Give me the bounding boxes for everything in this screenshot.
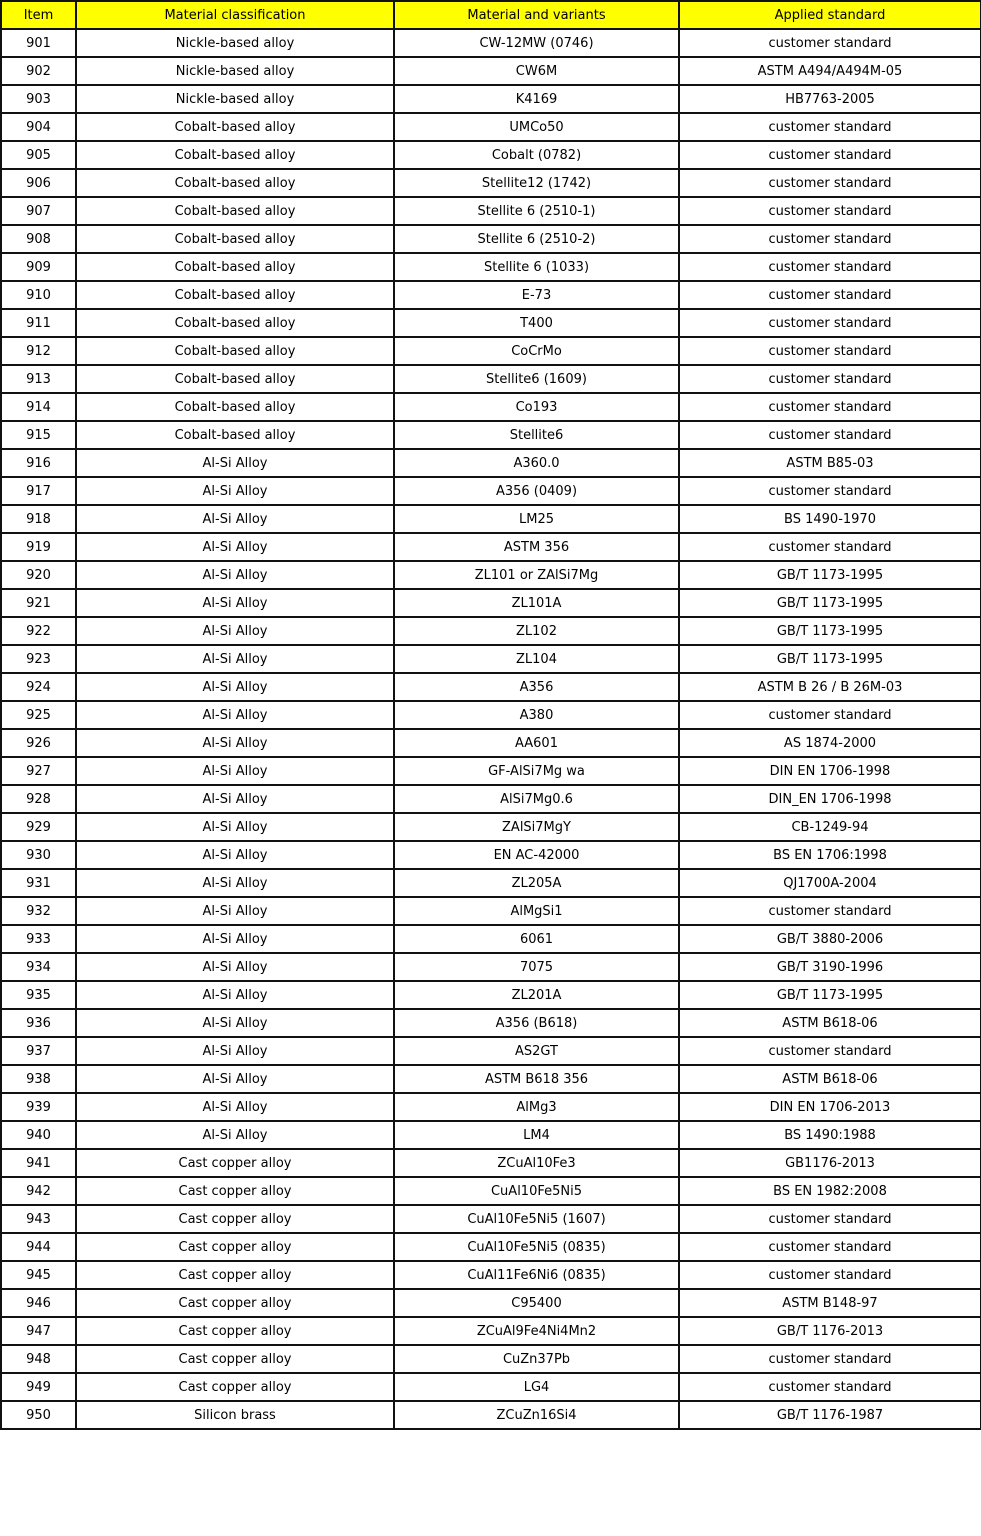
classification-cell: Al-Si Alloy xyxy=(76,953,394,981)
material-cell: CuAl10Fe5Ni5 (0835) xyxy=(394,1233,679,1261)
standard-cell: customer standard xyxy=(679,253,981,281)
standard-cell: BS EN 1982:2008 xyxy=(679,1177,981,1205)
standard-cell: AS 1874-2000 xyxy=(679,729,981,757)
table-row xyxy=(1,645,981,673)
item-cell: 924 xyxy=(1,673,76,701)
item-cell: 925 xyxy=(1,701,76,729)
table-row xyxy=(1,533,981,561)
table-row xyxy=(1,1205,981,1233)
table-row xyxy=(1,85,981,113)
classification-cell: Cobalt-based alloy xyxy=(76,169,394,197)
classification-cell: Cobalt-based alloy xyxy=(76,281,394,309)
item-cell: 949 xyxy=(1,1373,76,1401)
material-cell: Cobalt (0782) xyxy=(394,141,679,169)
table-row xyxy=(1,1037,981,1065)
item-cell: 944 xyxy=(1,1233,76,1261)
classification-cell: Al-Si Alloy xyxy=(76,897,394,925)
table-row xyxy=(1,1373,981,1401)
standard-cell: customer standard xyxy=(679,1345,981,1373)
table-row xyxy=(1,1149,981,1177)
item-cell: 914 xyxy=(1,393,76,421)
standard-cell: BS 1490:1988 xyxy=(679,1121,981,1149)
material-cell: Stellite6 (1609) xyxy=(394,365,679,393)
classification-cell: Al-Si Alloy xyxy=(76,729,394,757)
item-cell: 902 xyxy=(1,57,76,85)
table-row xyxy=(1,1345,981,1373)
material-cell: ZL104 xyxy=(394,645,679,673)
table-row xyxy=(1,225,981,253)
item-cell: 926 xyxy=(1,729,76,757)
table-row xyxy=(1,1233,981,1261)
standard-cell: customer standard xyxy=(679,1373,981,1401)
classification-cell: Al-Si Alloy xyxy=(76,757,394,785)
item-cell: 943 xyxy=(1,1205,76,1233)
classification-cell: Al-Si Alloy xyxy=(76,645,394,673)
classification-cell: Al-Si Alloy xyxy=(76,841,394,869)
item-cell: 927 xyxy=(1,757,76,785)
standard-cell: customer standard xyxy=(679,1205,981,1233)
material-cell: AS2GT xyxy=(394,1037,679,1065)
standard-cell: ASTM B 26 / B 26M-03 xyxy=(679,673,981,701)
table-row xyxy=(1,29,981,57)
classification-cell: Nickle-based alloy xyxy=(76,85,394,113)
material-cell: LM25 xyxy=(394,505,679,533)
material-cell: ZCuZn16Si4 xyxy=(394,1401,679,1429)
item-cell: 931 xyxy=(1,869,76,897)
item-cell: 919 xyxy=(1,533,76,561)
item-cell: 912 xyxy=(1,337,76,365)
standard-cell: GB/T 1173-1995 xyxy=(679,617,981,645)
standard-cell: customer standard xyxy=(679,113,981,141)
standard-cell: customer standard xyxy=(679,337,981,365)
material-cell: Stellite 6 (2510-1) xyxy=(394,197,679,225)
standard-cell: customer standard xyxy=(679,225,981,253)
classification-cell: Cobalt-based alloy xyxy=(76,141,394,169)
classification-cell: Al-Si Alloy xyxy=(76,1121,394,1149)
material-cell: CoCrMo xyxy=(394,337,679,365)
standard-cell: QJ1700A-2004 xyxy=(679,869,981,897)
table-row xyxy=(1,841,981,869)
material-cell: 6061 xyxy=(394,925,679,953)
material-cell: GF-AlSi7Mg wa xyxy=(394,757,679,785)
item-cell: 918 xyxy=(1,505,76,533)
classification-cell: Al-Si Alloy xyxy=(76,813,394,841)
classification-cell: Cast copper alloy xyxy=(76,1177,394,1205)
table-row xyxy=(1,1009,981,1037)
table-row xyxy=(1,897,981,925)
table-row xyxy=(1,505,981,533)
classification-cell: Cobalt-based alloy xyxy=(76,421,394,449)
table-row xyxy=(1,309,981,337)
classification-cell: Cast copper alloy xyxy=(76,1261,394,1289)
item-cell: 915 xyxy=(1,421,76,449)
item-cell: 922 xyxy=(1,617,76,645)
classification-cell: Al-Si Alloy xyxy=(76,617,394,645)
classification-cell: Al-Si Alloy xyxy=(76,785,394,813)
standard-cell: GB/T 3880-2006 xyxy=(679,925,981,953)
item-cell: 948 xyxy=(1,1345,76,1373)
table-row xyxy=(1,477,981,505)
table-row xyxy=(1,1401,981,1429)
classification-cell: Cast copper alloy xyxy=(76,1233,394,1261)
standard-cell: GB/T 1176-1987 xyxy=(679,1401,981,1429)
item-cell: 903 xyxy=(1,85,76,113)
classification-cell: Al-Si Alloy xyxy=(76,505,394,533)
item-cell: 937 xyxy=(1,1037,76,1065)
material-cell: AlSi7Mg0.6 xyxy=(394,785,679,813)
material-cell: Stellite 6 (2510-2) xyxy=(394,225,679,253)
material-cell: CuAl11Fe6Ni6 (0835) xyxy=(394,1261,679,1289)
standard-cell: BS EN 1706:1998 xyxy=(679,841,981,869)
standard-cell: DIN EN 1706-2013 xyxy=(679,1093,981,1121)
classification-cell: Cobalt-based alloy xyxy=(76,393,394,421)
classification-cell: Cobalt-based alloy xyxy=(76,197,394,225)
table-row xyxy=(1,729,981,757)
standard-cell: ASTM A494/A494M-05 xyxy=(679,57,981,85)
material-cell: ZL201A xyxy=(394,981,679,1009)
column-header-item: Item xyxy=(1,1,76,29)
classification-cell: Al-Si Alloy xyxy=(76,925,394,953)
item-cell: 908 xyxy=(1,225,76,253)
table-row xyxy=(1,1317,981,1345)
item-cell: 940 xyxy=(1,1121,76,1149)
material-cell: AA601 xyxy=(394,729,679,757)
item-cell: 913 xyxy=(1,365,76,393)
standard-cell: customer standard xyxy=(679,897,981,925)
classification-cell: Silicon brass xyxy=(76,1401,394,1429)
classification-cell: Cast copper alloy xyxy=(76,1373,394,1401)
item-cell: 923 xyxy=(1,645,76,673)
material-cell: ZL101A xyxy=(394,589,679,617)
classification-cell: Nickle-based alloy xyxy=(76,29,394,57)
standard-cell: ASTM B618-06 xyxy=(679,1009,981,1037)
classification-cell: Cobalt-based alloy xyxy=(76,309,394,337)
item-cell: 928 xyxy=(1,785,76,813)
table-row xyxy=(1,449,981,477)
classification-cell: Cast copper alloy xyxy=(76,1345,394,1373)
standard-cell: ASTM B148-97 xyxy=(679,1289,981,1317)
material-cell: Co193 xyxy=(394,393,679,421)
classification-cell: Al-Si Alloy xyxy=(76,981,394,1009)
material-cell: CW6M xyxy=(394,57,679,85)
standard-cell: customer standard xyxy=(679,141,981,169)
table-row xyxy=(1,393,981,421)
standard-cell: DIN_EN 1706-1998 xyxy=(679,785,981,813)
classification-cell: Nickle-based alloy xyxy=(76,57,394,85)
standard-cell: ASTM B618-06 xyxy=(679,1065,981,1093)
standard-cell: ASTM B85-03 xyxy=(679,449,981,477)
item-cell: 942 xyxy=(1,1177,76,1205)
classification-cell: Al-Si Alloy xyxy=(76,869,394,897)
classification-cell: Al-Si Alloy xyxy=(76,1037,394,1065)
standard-cell: GB/T 1176-2013 xyxy=(679,1317,981,1345)
column-header-standard: Applied standard xyxy=(679,1,981,29)
table-row xyxy=(1,57,981,85)
classification-cell: Cobalt-based alloy xyxy=(76,253,394,281)
table-row xyxy=(1,1093,981,1121)
standard-cell: customer standard xyxy=(679,169,981,197)
standard-cell: customer standard xyxy=(679,365,981,393)
material-cell: 7075 xyxy=(394,953,679,981)
table-row xyxy=(1,253,981,281)
standard-cell: customer standard xyxy=(679,1261,981,1289)
item-cell: 933 xyxy=(1,925,76,953)
table-row xyxy=(1,869,981,897)
table-row xyxy=(1,113,981,141)
table-row xyxy=(1,953,981,981)
material-cell: ZAlSi7MgY xyxy=(394,813,679,841)
material-cell: AlMg3 xyxy=(394,1093,679,1121)
material-cell: K4169 xyxy=(394,85,679,113)
standard-cell: customer standard xyxy=(679,1233,981,1261)
item-cell: 934 xyxy=(1,953,76,981)
material-cell: T400 xyxy=(394,309,679,337)
classification-cell: Al-Si Alloy xyxy=(76,589,394,617)
item-cell: 939 xyxy=(1,1093,76,1121)
material-cell: LM4 xyxy=(394,1121,679,1149)
table-row xyxy=(1,981,981,1009)
table-row xyxy=(1,197,981,225)
material-cell: A360.0 xyxy=(394,449,679,477)
table-row xyxy=(1,925,981,953)
material-cell: Stellite6 xyxy=(394,421,679,449)
item-cell: 911 xyxy=(1,309,76,337)
material-cell: ZCuAl10Fe3 xyxy=(394,1149,679,1177)
table-row xyxy=(1,1065,981,1093)
material-cell: E-73 xyxy=(394,281,679,309)
material-cell: CuZn37Pb xyxy=(394,1345,679,1373)
material-cell: CuAl10Fe5Ni5 xyxy=(394,1177,679,1205)
material-cell: ZL102 xyxy=(394,617,679,645)
classification-cell: Al-Si Alloy xyxy=(76,701,394,729)
item-cell: 946 xyxy=(1,1289,76,1317)
classification-cell: Cobalt-based alloy xyxy=(76,225,394,253)
material-cell: ASTM 356 xyxy=(394,533,679,561)
material-cell: ZL101 or ZAlSi7Mg xyxy=(394,561,679,589)
standard-cell: GB/T 1173-1995 xyxy=(679,645,981,673)
header-row xyxy=(1,1,981,29)
standard-cell: customer standard xyxy=(679,197,981,225)
item-cell: 909 xyxy=(1,253,76,281)
standard-cell: GB/T 1173-1995 xyxy=(679,589,981,617)
item-cell: 906 xyxy=(1,169,76,197)
item-cell: 904 xyxy=(1,113,76,141)
table-row xyxy=(1,561,981,589)
table-row xyxy=(1,1261,981,1289)
standard-cell: GB/T 1173-1995 xyxy=(679,561,981,589)
table-row xyxy=(1,617,981,645)
item-cell: 916 xyxy=(1,449,76,477)
standard-cell: customer standard xyxy=(679,701,981,729)
item-cell: 947 xyxy=(1,1317,76,1345)
item-cell: 930 xyxy=(1,841,76,869)
classification-cell: Al-Si Alloy xyxy=(76,533,394,561)
item-cell: 945 xyxy=(1,1261,76,1289)
table-row xyxy=(1,1289,981,1317)
table-body xyxy=(1,29,981,1429)
table-row xyxy=(1,337,981,365)
item-cell: 941 xyxy=(1,1149,76,1177)
standard-cell: customer standard xyxy=(679,29,981,57)
item-cell: 950 xyxy=(1,1401,76,1429)
material-cell: CuAl10Fe5Ni5 (1607) xyxy=(394,1205,679,1233)
item-cell: 935 xyxy=(1,981,76,1009)
item-cell: 936 xyxy=(1,1009,76,1037)
table-row xyxy=(1,813,981,841)
item-cell: 901 xyxy=(1,29,76,57)
standard-cell: DIN EN 1706-1998 xyxy=(679,757,981,785)
material-cell: ZL205A xyxy=(394,869,679,897)
standard-cell: customer standard xyxy=(679,533,981,561)
classification-cell: Al-Si Alloy xyxy=(76,673,394,701)
column-header-classification: Material classification xyxy=(76,1,394,29)
classification-cell: Cobalt-based alloy xyxy=(76,365,394,393)
table-row xyxy=(1,785,981,813)
standard-cell: customer standard xyxy=(679,1037,981,1065)
item-cell: 932 xyxy=(1,897,76,925)
classification-cell: Cast copper alloy xyxy=(76,1149,394,1177)
table-row xyxy=(1,169,981,197)
standard-cell: GB/T 1173-1995 xyxy=(679,981,981,1009)
item-cell: 910 xyxy=(1,281,76,309)
standard-cell: HB7763-2005 xyxy=(679,85,981,113)
column-header-material: Material and variants xyxy=(394,1,679,29)
standard-cell: customer standard xyxy=(679,477,981,505)
classification-cell: Cobalt-based alloy xyxy=(76,113,394,141)
item-cell: 920 xyxy=(1,561,76,589)
material-cell: UMCo50 xyxy=(394,113,679,141)
standard-cell: BS 1490-1970 xyxy=(679,505,981,533)
item-cell: 921 xyxy=(1,589,76,617)
standard-cell: customer standard xyxy=(679,393,981,421)
table-row xyxy=(1,673,981,701)
table-row xyxy=(1,281,981,309)
table-row xyxy=(1,421,981,449)
standard-cell: CB-1249-94 xyxy=(679,813,981,841)
classification-cell: Al-Si Alloy xyxy=(76,477,394,505)
classification-cell: Al-Si Alloy xyxy=(76,1065,394,1093)
classification-cell: Cobalt-based alloy xyxy=(76,337,394,365)
table-row xyxy=(1,589,981,617)
classification-cell: Cast copper alloy xyxy=(76,1289,394,1317)
table-row xyxy=(1,1177,981,1205)
standard-cell: customer standard xyxy=(679,281,981,309)
material-cell: LG4 xyxy=(394,1373,679,1401)
table-row xyxy=(1,141,981,169)
material-cell: CW-12MW (0746) xyxy=(394,29,679,57)
table-row xyxy=(1,1121,981,1149)
classification-cell: Al-Si Alloy xyxy=(76,449,394,477)
item-cell: 917 xyxy=(1,477,76,505)
material-cell: Stellite 6 (1033) xyxy=(394,253,679,281)
classification-cell: Al-Si Alloy xyxy=(76,1009,394,1037)
classification-cell: Cast copper alloy xyxy=(76,1317,394,1345)
item-cell: 929 xyxy=(1,813,76,841)
standard-cell: customer standard xyxy=(679,421,981,449)
item-cell: 905 xyxy=(1,141,76,169)
material-cell: ASTM B618 356 xyxy=(394,1065,679,1093)
table-row xyxy=(1,365,981,393)
classification-cell: Al-Si Alloy xyxy=(76,561,394,589)
material-cell: A356 (0409) xyxy=(394,477,679,505)
material-cell: C95400 xyxy=(394,1289,679,1317)
material-cell: A356 (B618) xyxy=(394,1009,679,1037)
classification-cell: Al-Si Alloy xyxy=(76,1093,394,1121)
material-cell: A380 xyxy=(394,701,679,729)
item-cell: 907 xyxy=(1,197,76,225)
item-cell: 938 xyxy=(1,1065,76,1093)
standard-cell: GB1176-2013 xyxy=(679,1149,981,1177)
material-cell: ZCuAl9Fe4Ni4Mn2 xyxy=(394,1317,679,1345)
standard-cell: GB/T 3190-1996 xyxy=(679,953,981,981)
table-row xyxy=(1,757,981,785)
table-row xyxy=(1,701,981,729)
standard-cell: customer standard xyxy=(679,309,981,337)
material-cell: AlMgSi1 xyxy=(394,897,679,925)
material-cell: A356 xyxy=(394,673,679,701)
material-cell: EN AC-42000 xyxy=(394,841,679,869)
classification-cell: Cast copper alloy xyxy=(76,1205,394,1233)
material-cell: Stellite12 (1742) xyxy=(394,169,679,197)
